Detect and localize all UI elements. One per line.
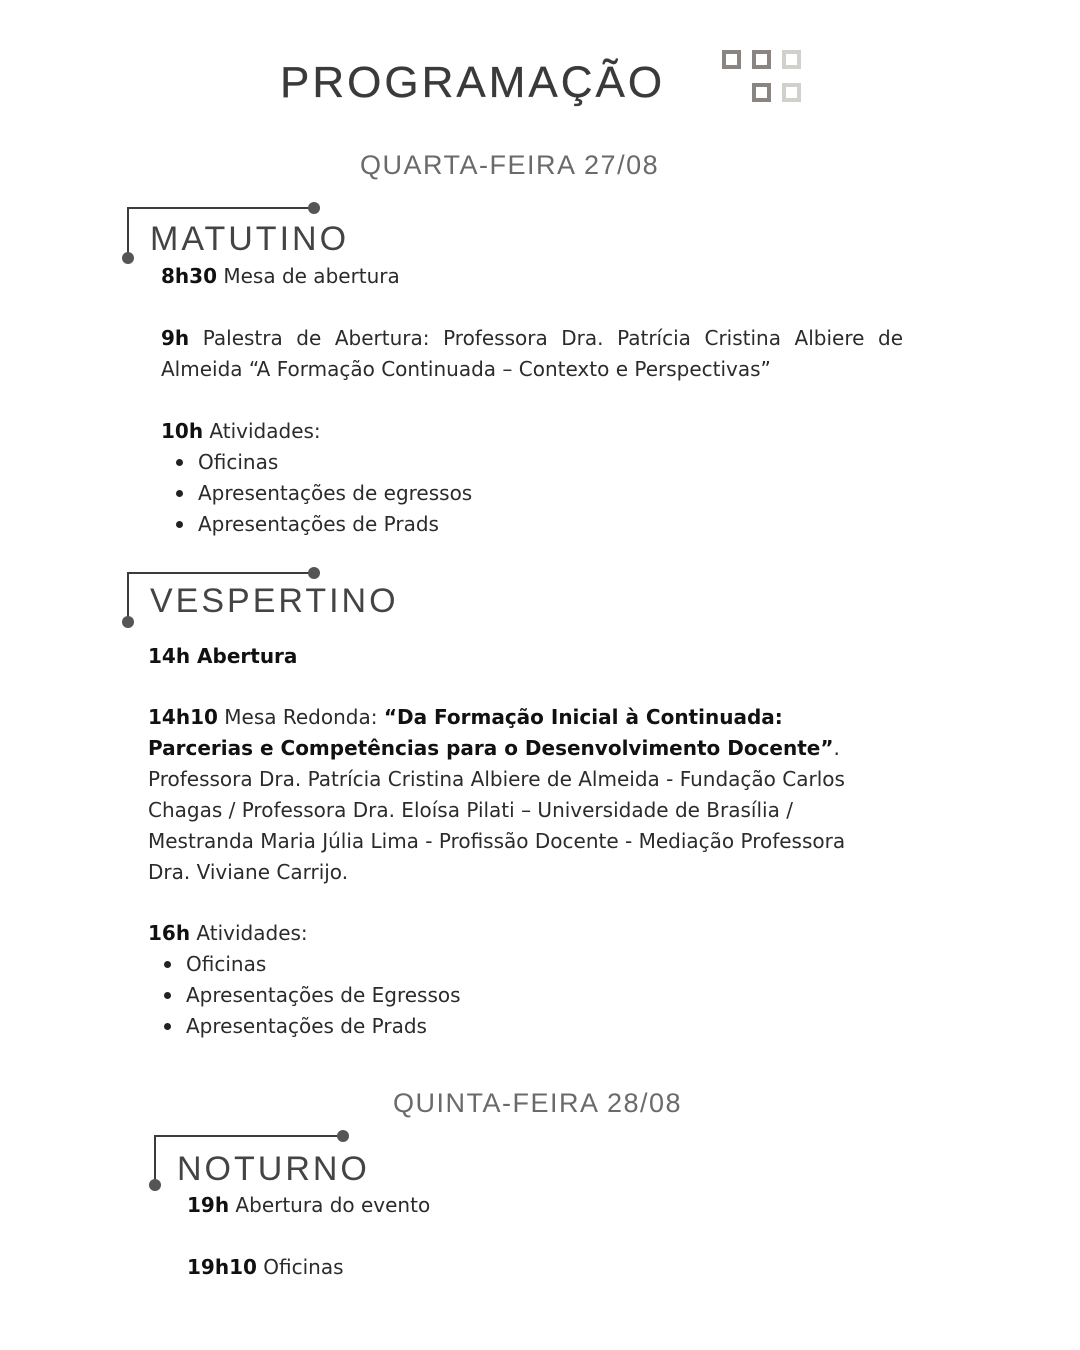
list-item: Oficinas bbox=[176, 447, 472, 478]
item-time: 8h30 bbox=[161, 264, 217, 288]
activity-list bbox=[164, 949, 461, 1042]
schedule-item bbox=[148, 702, 893, 888]
item-time: 19h bbox=[187, 1193, 230, 1217]
bracket-dot bbox=[122, 252, 134, 264]
squares-grid-icon bbox=[722, 50, 810, 108]
list-item: Apresentações de Prads bbox=[164, 1011, 461, 1042]
schedule-item bbox=[161, 261, 400, 292]
item-text: . bbox=[833, 736, 840, 760]
item-time: 19h10 bbox=[187, 1255, 257, 1279]
day-label-wednesday: QUARTA-FEIRA 27/08 bbox=[360, 150, 660, 180]
schedule-item bbox=[161, 323, 903, 385]
list-item: Apresentações de Egressos bbox=[164, 980, 461, 1011]
section-heading: MATUTINO bbox=[150, 220, 350, 258]
bracket-dot bbox=[149, 1179, 161, 1191]
bracket-dot bbox=[308, 567, 320, 579]
item-text: Abertura do evento bbox=[229, 1193, 431, 1217]
item-text: Atividades: bbox=[203, 419, 321, 443]
item-text: Mesa Redonda: bbox=[217, 705, 384, 729]
bracket-dot bbox=[122, 616, 134, 628]
bracket-dot bbox=[337, 1130, 349, 1142]
schedule-item bbox=[161, 416, 472, 540]
round-table-participants: Professora Dra. Patrícia Cristina Albiere de Almeida - Fundação Carlos Chagas / Professora Dra. Eloísa Pilati – Universidade de Brasília / Mestranda Maria Júlia Lima - Profissão Docente - Mediação Professora Dra. Viviane Carrijo. bbox=[148, 767, 846, 884]
section-heading: VESPERTINO bbox=[150, 582, 399, 620]
bracket-dot bbox=[308, 202, 320, 214]
schedule-item bbox=[148, 918, 461, 1042]
list-item: Apresentações de egressos bbox=[176, 478, 472, 509]
item-text: Oficinas bbox=[256, 1255, 344, 1279]
item-text: Atividades: bbox=[190, 921, 308, 945]
schedule-item: 14h Abertura bbox=[148, 644, 298, 668]
item-text: Mesa de abertura bbox=[217, 264, 400, 288]
item-time: 14h10 bbox=[148, 705, 218, 729]
activity-list bbox=[176, 447, 472, 540]
round-table-title: “Da Formação Inicial à Continuada: Parcerias e Competências para o Desenvolvimento Docente” bbox=[148, 705, 834, 760]
schedule-item bbox=[187, 1252, 344, 1283]
item-time: 10h bbox=[161, 419, 204, 443]
item-time: 16h bbox=[148, 921, 191, 945]
schedule-item bbox=[187, 1190, 430, 1221]
list-item: Oficinas bbox=[164, 949, 461, 980]
list-item: Apresentações de Prads bbox=[176, 509, 472, 540]
section-heading: NOTURNO bbox=[177, 1150, 370, 1188]
item-time: 9h bbox=[161, 326, 190, 350]
page-title: PROGRAMAÇÃO bbox=[280, 58, 666, 107]
item-text: Palestra de Abertura: Professora Dra. Patrícia Cristina Albiere de Almeida “A Formação Continuada – Contexto e Perspectivas” bbox=[161, 326, 903, 381]
day-label-thursday: QUINTA-FEIRA 28/08 bbox=[393, 1088, 683, 1118]
